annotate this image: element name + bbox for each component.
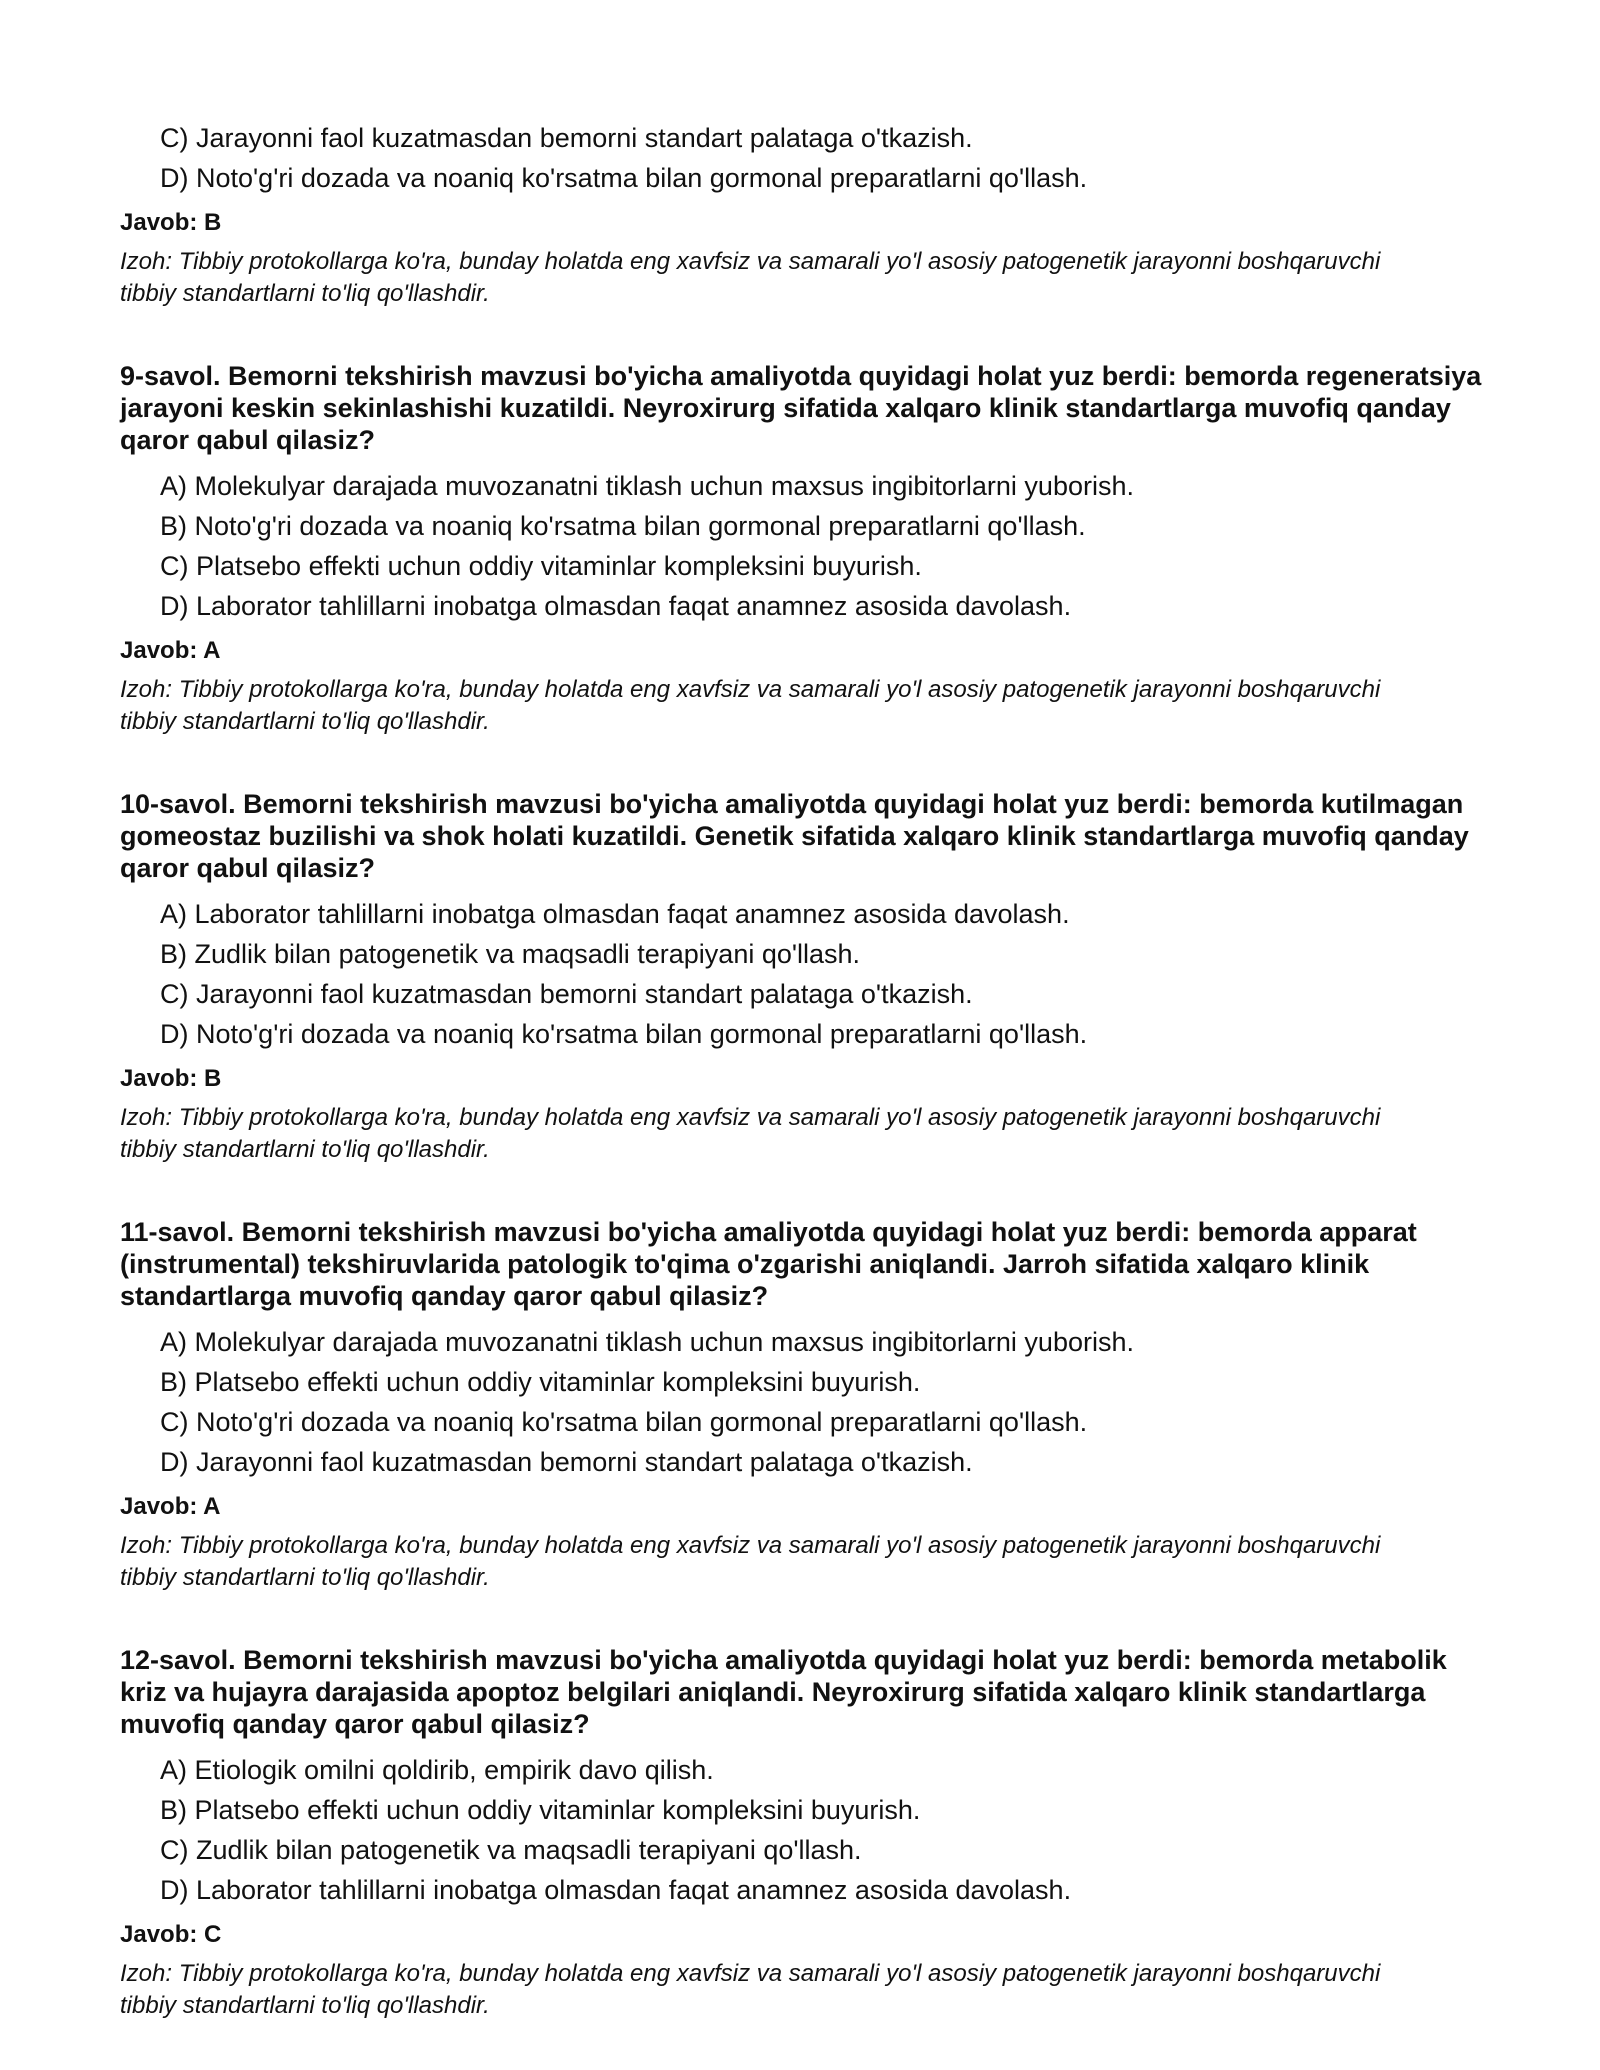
option-b: B) Noto'g'ri dozada va noaniq ko'rsatma bilan gormonal preparatlarni qo'llash. [160, 511, 1086, 541]
option-c: C) Platsebo effekti uchun oddiy vitaminlar kompleksini buyurish. [160, 551, 922, 581]
answer-label: Javob: B [120, 1065, 222, 1092]
option-d: D) Noto'g'ri dozada va noaniq ko'rsatma bilan gormonal preparatlarni qo'llash. [160, 1019, 1088, 1049]
answer-label: Javob: B [120, 209, 222, 236]
option-b: B) Platsebo effekti uchun oddiy vitaminlar kompleksini buyurish. [160, 1795, 921, 1825]
question-text: 12-savol. Bemorni tekshirish mavzusi bo'yicha amaliyotda quyidagi holat yuz berdi: bemorda metabolik kriz va hujayra darajasida apoptoz belgilari aniqlandi. Neyroxirurg sifatida xalqaro klinik standartlarga muvofiq qanday qaror qabul qilasiz? [120, 1645, 1447, 1739]
answer-options [120, 466, 1500, 626]
explanation-note: Izoh: Tibbiy protokollarga ko'ra, bunday holatda eng xavfsiz va samarali yo'l asosiy patogenetik jarayonni boshqaruvchi tibbiy standartlarni to'liq qo'llashdir. [120, 1532, 1381, 1591]
option-a: A) Etiologik omilni qoldirib, empirik davo qilish. [160, 1755, 714, 1785]
option-d: D) Laborator tahlillarni inobatga olmasdan faqat anamnez asosida davolash. [160, 1875, 1072, 1905]
question-block-11 [120, 1216, 1500, 1594]
question-text: 11-savol. Bemorni tekshirish mavzusi bo'yicha amaliyotda quyidagi holat yuz berdi: bemorda apparat (instrumental) tekshiruvlarida patologik to'qima o'zgarishi aniqlandi. Jarroh sifatida xalqaro klinik standartlarga muvofiq qanday qaror qabul qilasiz? [120, 1217, 1417, 1311]
answer-options [120, 118, 1500, 198]
explanation-note: Izoh: Tibbiy protokollarga ko'ra, bunday holatda eng xavfsiz va samarali yo'l asosiy patogenetik jarayonni boshqaruvchi tibbiy standartlarni to'liq qo'llashdir. [120, 1104, 1381, 1163]
question-text: 10-savol. Bemorni tekshirish mavzusi bo'yicha amaliyotda quyidagi holat yuz berdi: bemorda kutilmagan gomeostaz buzilishi va shok holati kuzatildi. Genetik sifatida xalqaro klinik standartlarga muvofiq qanday qaror qabul qilasiz? [120, 789, 1469, 883]
option-a: A) Laborator tahlillarni inobatga olmasdan faqat anamnez asosida davolash. [160, 899, 1070, 929]
explanation-note: Izoh: Tibbiy protokollarga ko'ra, bunday holatda eng xavfsiz va samarali yo'l asosiy patogenetik jarayonni boshqaruvchi tibbiy standartlarni to'liq qo'llashdir. [120, 1960, 1381, 2019]
option-c: C) Zudlik bilan patogenetik va maqsadli terapiyani qo'llash. [160, 1835, 862, 1865]
answer-options [120, 1322, 1500, 1482]
option-a: A) Molekulyar darajada muvozanatni tiklash uchun maxsus ingibitorlarni yuborish. [160, 1327, 1134, 1357]
question-block-12 [120, 1644, 1500, 2022]
explanation-note: Izoh: Tibbiy protokollarga ko'ra, bunday holatda eng xavfsiz va samarali yo'l asosiy patogenetik jarayonni boshqaruvchi tibbiy standartlarni to'liq qo'llashdir. [120, 676, 1381, 735]
question-block-8-continued [120, 118, 1500, 310]
question-block-9 [120, 360, 1500, 738]
answer-label: Javob: A [120, 637, 221, 664]
option-d: D) Laborator tahlillarni inobatga olmasdan faqat anamnez asosida davolash. [160, 591, 1072, 621]
answer-label: Javob: A [120, 1493, 221, 1520]
option-d: D) Noto'g'ri dozada va noaniq ko'rsatma bilan gormonal preparatlarni qo'llash. [160, 163, 1088, 193]
explanation-note: Izoh: Tibbiy protokollarga ko'ra, bunday holatda eng xavfsiz va samarali yo'l asosiy patogenetik jarayonni boshqaruvchi tibbiy standartlarni to'liq qo'llashdir. [120, 248, 1381, 307]
option-b: B) Zudlik bilan patogenetik va maqsadli terapiyani qo'llash. [160, 939, 861, 969]
document-page [120, 118, 1500, 2022]
question-block-10 [120, 788, 1500, 1166]
answer-options [120, 1750, 1500, 1910]
option-b: B) Platsebo effekti uchun oddiy vitaminlar kompleksini buyurish. [160, 1367, 921, 1397]
option-c: C) Jarayonni faol kuzatmasdan bemorni standart palataga o'tkazish. [160, 123, 973, 153]
option-c: C) Noto'g'ri dozada va noaniq ko'rsatma bilan gormonal preparatlarni qo'llash. [160, 1407, 1088, 1437]
question-text: 9-savol. Bemorni tekshirish mavzusi bo'yicha amaliyotda quyidagi holat yuz berdi: bemorda regeneratsiya jarayoni keskin sekinlashishi kuzatildi. Neyroxirurg sifatida xalqaro klinik standartlarga muvofiq qanday qaror qabul qilasiz? [120, 361, 1482, 455]
option-d: D) Jarayonni faol kuzatmasdan bemorni standart palataga o'tkazish. [160, 1447, 973, 1477]
option-a: A) Molekulyar darajada muvozanatni tiklash uchun maxsus ingibitorlarni yuborish. [160, 471, 1134, 501]
answer-label: Javob: C [120, 1921, 222, 1948]
answer-options [120, 894, 1500, 1054]
option-c: C) Jarayonni faol kuzatmasdan bemorni standart palataga o'tkazish. [160, 979, 973, 1009]
